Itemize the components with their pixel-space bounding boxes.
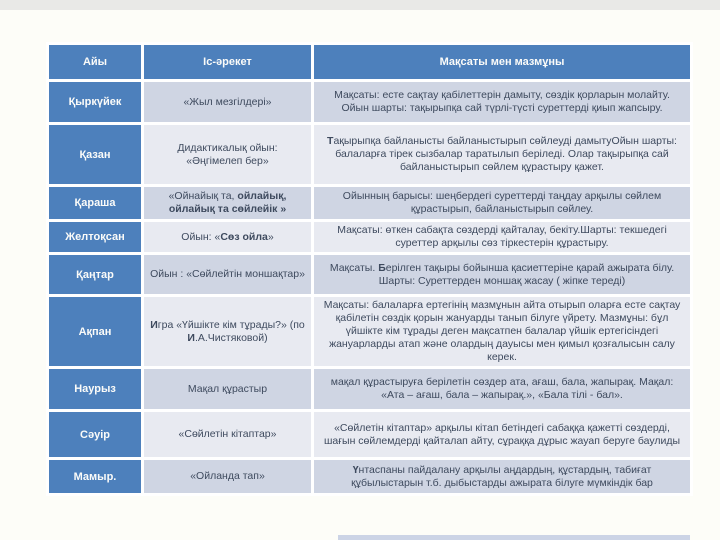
activity-cell: Ойын: «Сөз ойла»: [143, 221, 313, 254]
content-cell: Ойынның барысы: шеңбердегі суреттерді таңдау арқылы сөйлем құрастырып, байланыстырып сөйлеу.: [313, 186, 692, 221]
table-header-row: [48, 44, 692, 81]
table-body: [48, 81, 692, 495]
content-cell: Мақсаты: балаларға ертегінің мазмұнын айта отырып оларға есте сақтау қабілетін сөздік қорын жануарды танып білуге үйрету. Мазмұны: бұл үйшікте кім тұрады деген мақсатпен балалар үйшік ертегісіндегі жануарларды атап және олардың дауысы мен қимыл қозғалысын салу керек.: [313, 296, 692, 368]
month-cell: Қаңтар: [48, 254, 143, 296]
table-row: [48, 459, 692, 495]
activity-cell: «Жыл мезгілдері»: [143, 81, 313, 124]
activity-cell: «Ойнайық та, ойлайық, ойлайық та сөйлейік »: [143, 186, 313, 221]
activity-cell: Дидактикалық ойын: «Әңгімелеп бер»: [143, 124, 313, 186]
month-cell: Ақпан: [48, 296, 143, 368]
monthly-plan-table: [46, 42, 693, 496]
table-row: [48, 124, 692, 186]
month-cell: Қазан: [48, 124, 143, 186]
activity-cell: Ойын : «Сөйлейтін моншақтар»: [143, 254, 313, 296]
content-cell: Тақырыпқа байланысты байланыстырып сөйлеуді дамытуОйын шарты: балаларға тірек сызбалар таратылып беріледі. Олар тақырыпқа сай байланыстырып сөйлем құрастыру қажет.: [313, 124, 692, 186]
activity-cell: «Сөйлетін кітаптар»: [143, 411, 313, 459]
table-row: [48, 221, 692, 254]
table-row: [48, 411, 692, 459]
col-header-month: Айы: [48, 44, 143, 81]
month-cell: Қыркүйек: [48, 81, 143, 124]
activity-cell: Мақал құрастыр: [143, 368, 313, 411]
content-cell: мақал құрастыруға берілетін сөздер ата, ағаш, бала, жапырақ. Мақал: «Ата – ағаш, бала – жапырақ.», «Бала тілі - бал».: [313, 368, 692, 411]
month-cell: Сәуір: [48, 411, 143, 459]
month-cell: Қараша: [48, 186, 143, 221]
month-cell: Наурыз: [48, 368, 143, 411]
col-header-activity: Іс-әрекет: [143, 44, 313, 81]
month-cell: Желтоқсан: [48, 221, 143, 254]
content-cell: Үнтаспаны пайдалану арқылы аңдардың, құстардың, табиғат құбылыстарын т.б. дыбыстарды ажырата білуге мүмкіндік бар: [313, 459, 692, 495]
content-cell: «Сөйлетін кітаптар» арқылы кітап бетіндегі сабаққа қажетті сөздерді, шағын сөйлемдерді қайталап айту, сұраққа дұрыс жауап беруге баулиды: [313, 411, 692, 459]
activity-cell: «Ойланда тап»: [143, 459, 313, 495]
top-edge-strip: [0, 0, 720, 10]
table-row: [48, 81, 692, 124]
next-slide-sliver: [338, 535, 690, 540]
activity-cell: Игра «Үйшікте кім тұрады?» (по И.А.Чистяковой): [143, 296, 313, 368]
content-cell: Мақсаты: өткен сабақта сөздерді қайталау, бекіту.Шарты: текшедегі суреттер арқылы сөз тіркестерін құрастыру.: [313, 221, 692, 254]
table-row: [48, 296, 692, 368]
month-cell: Мамыр.: [48, 459, 143, 495]
table-row: [48, 254, 692, 296]
content-cell: Мақсаты: есте сақтау қабілеттерін дамыту, сөздік қорларын молайту. Ойын шарты: тақырыпқа сай түрлі-түсті суреттерді қиып жапсыру.: [313, 81, 692, 124]
table-row: [48, 186, 692, 221]
content-cell: Мақсаты. Берілген тақыры бойынша қасиеттеріне қарай ажырата білу. Шарты: Суреттерден моншақ жасау ( жіпке тереді): [313, 254, 692, 296]
col-header-purpose: Мақсаты мен мазмұны: [313, 44, 692, 81]
table-row: [48, 368, 692, 411]
